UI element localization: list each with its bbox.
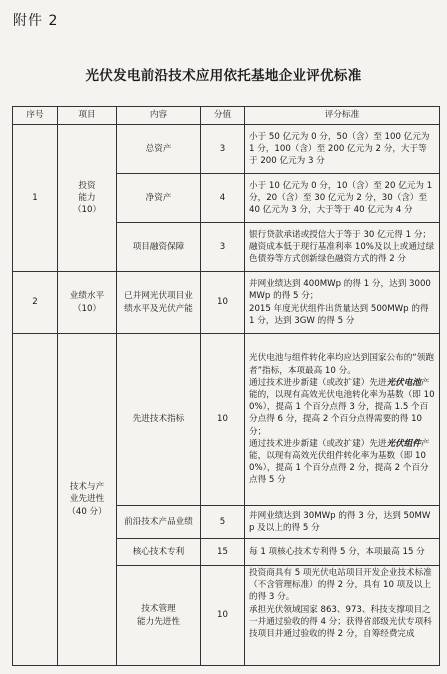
row-item: 投资 能力 （10） bbox=[58, 125, 117, 272]
row-item: 业绩水平 （10） bbox=[58, 272, 117, 334]
row-content: 项目融资保障 bbox=[117, 223, 201, 272]
row-content: 核心技术专利 bbox=[117, 539, 201, 566]
row-content: 技术管理 能力先进性 bbox=[117, 566, 201, 666]
row-standard: 小于 50 亿元为 0 分，50（含）至 100 亿元为 1 分，100（含）至 200 亿元为 2 分，大于等于 200 亿元为 3 分 bbox=[245, 125, 440, 174]
row-standard: 每 1 项核心技术专利得 5 分，本项最高 15 分 bbox=[245, 539, 440, 566]
attachment-label: 附件 2 bbox=[13, 13, 59, 29]
page-title: 光伏发电前沿技术应用依托基地企业评优标准 bbox=[85, 68, 362, 84]
row-standard: 投资商具有 5 项光伏电站项目开发企业技术标准（不含管理标准）的得 2 分，具有 10 项及以上的得 3 分。 承担光伏领域国家 863、973、科技支撑项目之一并通过验收的得 4 分；获得省部级光伏专项科技项目并通过验收的得 2 分，自筹经费完成 bbox=[245, 566, 440, 666]
row-score: 3 bbox=[201, 223, 245, 272]
row-no bbox=[13, 334, 58, 666]
row-content: 先进技术指标 bbox=[117, 334, 201, 506]
highlight-text: 光伏组件 bbox=[386, 438, 421, 449]
row-score: 10 bbox=[201, 566, 245, 666]
row-score: 4 bbox=[201, 174, 245, 223]
row-score: 5 bbox=[201, 506, 245, 539]
row-no: 1 bbox=[13, 125, 58, 272]
table-row bbox=[13, 334, 440, 506]
row-standard: 光伏电池与组件转化率均应达到国家公布的“领跑者”指标，本项最高 10 分。 通过技术进步新建（或改扩建）先进光伏电池产能的，以现有高效光伏电池转化率为基数（即 100%），提高 1 个百分点得 3 分，提高 1.5 个百分点得 6 分，提高 2 个百分点得需要的得 10 分； 通过技术进步新建（或改扩建）先进光伏组件产能，以现有高效光伏组件转化率为基数（即 100%），提高 1 个百分点得 2 分，提高 2 个百分点得 5 分 bbox=[245, 334, 440, 506]
row-content: 前沿技术产品业绩 bbox=[117, 506, 201, 539]
row-content: 净资产 bbox=[117, 174, 201, 223]
row-content: 已并网光伏项目业 绩水平及光伏产能 bbox=[117, 272, 201, 334]
row-item: 技术与产 业先进性 （40 分） bbox=[58, 334, 117, 666]
row-standard: 并网业绩达到 400MWp 的得 1 分，达到 3000MWp 的得 5 分； 2015 年度光伏组件出货量达到 500MWp 的得 1 分，达到 3GW 的得 5 分 bbox=[245, 272, 440, 334]
header-item: 项目 bbox=[58, 107, 117, 125]
row-standard: 小于 10 亿元为 0 分，10（含）至 20 亿元为 1 分，20（含）至 30 亿元为 2 分，30（含）至 40 亿元为 3 分，大于等于 40 亿元为 4 分 bbox=[245, 174, 440, 223]
header-content: 内容 bbox=[117, 107, 201, 125]
row-standard: 银行贷款承诺或授信大于等于 30 亿元得 1 分；融资成本低于现行基准利率 10%及以上或通过绿色债券等方式创新绿色融资方式的得 2 分 bbox=[245, 223, 440, 272]
table-row bbox=[13, 272, 440, 334]
row-standard: 并网业绩达到 30MWp 的得 3 分，达到 50MWp 及以上的得 5 分 bbox=[245, 506, 440, 539]
row-score: 10 bbox=[201, 272, 245, 334]
header-standard: 评分标准 bbox=[245, 107, 440, 125]
highlight-text: 光伏电池 bbox=[386, 377, 421, 388]
row-score: 15 bbox=[201, 539, 245, 566]
row-score: 10 bbox=[201, 334, 245, 506]
criteria-table bbox=[12, 106, 440, 666]
header-no: 序号 bbox=[13, 107, 58, 125]
row-score: 3 bbox=[201, 125, 245, 174]
row-content: 总资产 bbox=[117, 125, 201, 174]
row-no: 2 bbox=[13, 272, 58, 334]
table-header-row bbox=[13, 107, 440, 125]
table-row bbox=[13, 125, 440, 174]
header-score: 分值 bbox=[201, 107, 245, 125]
